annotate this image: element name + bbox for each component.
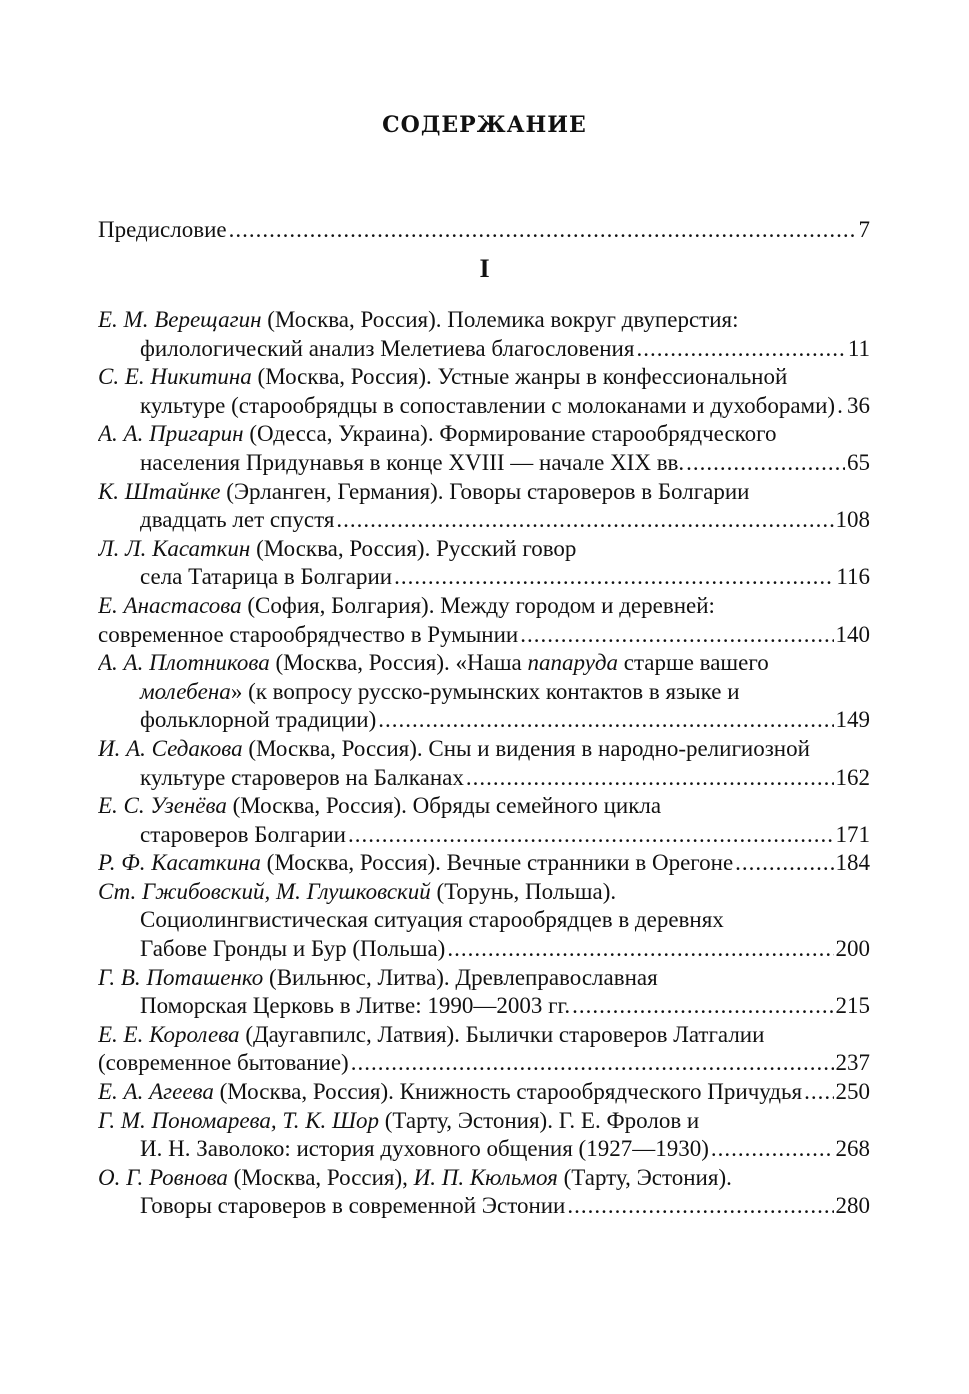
- entry-text: (София, Болгария). Между городом и деревней:: [241, 592, 715, 618]
- entry-page: 200: [835, 936, 870, 962]
- entry-emphasis: И. П. Кюльмоя: [413, 1164, 558, 1190]
- entry-line-first: [98, 420, 870, 449]
- entry-text: старше вашего: [618, 650, 769, 676]
- entry-line-last: [98, 1135, 870, 1164]
- dot-leader: [351, 1049, 834, 1078]
- toc-entry: [98, 849, 870, 878]
- entry-text: (Тарту, Эстония). Г. Е. Фролов и: [378, 1107, 700, 1133]
- entry-line-last: [98, 392, 870, 421]
- entry-author: Г. М. Пономарева, Т. К. Шор: [98, 1107, 379, 1133]
- entry-emphasis: папаруда: [527, 650, 618, 676]
- entry-text: филологический анализ Мелетиева благословения: [140, 335, 635, 361]
- entry-line-last: [98, 449, 870, 478]
- entry-page: 36: [847, 392, 870, 418]
- entry-text: (Москва, Россия). Русский говор: [250, 535, 577, 561]
- dot-leader: [711, 1135, 834, 1164]
- toc-list: [98, 306, 870, 1221]
- entry-author: С. Е. Никитина: [98, 364, 252, 390]
- entry-page: 215: [835, 993, 870, 1019]
- dot-leader: [735, 849, 833, 878]
- entry-text: (Эрланген, Германия). Говоры староверов в Болгарии: [220, 478, 750, 504]
- dot-leader: [394, 563, 834, 592]
- entry-page: 268: [835, 1136, 870, 1162]
- entry-line-first: [98, 1164, 870, 1193]
- entry-line-last: [98, 1192, 870, 1221]
- page-title: СОДЕРЖАНИЕ: [382, 112, 587, 138]
- preface-page: 7: [858, 217, 870, 242]
- entry-line-first: [98, 1107, 870, 1136]
- toc-entry: [98, 306, 870, 363]
- entry-line-middle: [98, 906, 870, 935]
- preface-line: [98, 216, 870, 245]
- dot-leader: [466, 764, 834, 793]
- entry-author: А. А. Плотникова: [98, 650, 270, 676]
- entry-line-first: [98, 964, 870, 993]
- entry-text: двадцать лет спустя: [140, 507, 335, 533]
- entry-emphasis: молебена: [140, 678, 231, 704]
- entry-text: (Торунь, Польша).: [430, 878, 617, 904]
- entry-text: фольклорной традиции): [140, 707, 377, 733]
- entry-line-first: [98, 306, 870, 335]
- entry-text: (Москва, Россия). Вечные странники в Орегоне: [260, 850, 734, 876]
- entry-line-last: [98, 935, 870, 964]
- entry-line-first: [98, 1078, 870, 1107]
- entry-line-first: [98, 1021, 870, 1050]
- entry-text: И. Н. Заволоко: история духовного общения (1927—1930): [140, 1136, 709, 1162]
- entry-page: 11: [847, 335, 870, 361]
- entry-line-last: [98, 621, 870, 650]
- toc-entry: [98, 735, 870, 792]
- toc-entry: [98, 649, 870, 735]
- entry-text: староверов Болгарии: [140, 821, 346, 847]
- entry-author: Е. Анастасова: [98, 592, 242, 618]
- entry-text: современное старообрядчество в Румынии: [98, 621, 519, 647]
- entry-line-last: [98, 506, 870, 535]
- entry-heading: [98, 1078, 802, 1107]
- entry-line-last: [98, 992, 870, 1021]
- entry-author: Ст. Гжибовский, М. Глушковский: [98, 878, 431, 904]
- entry-author: Г. В. Поташенко: [98, 964, 264, 990]
- entry-text: культуре (старообрядцы в сопоставлении с молоканами и духоборами): [140, 392, 836, 418]
- dot-leader: [837, 392, 845, 421]
- entry-author: Е. С. Узенёва: [98, 793, 227, 819]
- entry-text: (Москва, Россия). Полемика вокруг двуперстия:: [261, 307, 739, 332]
- section-number: I: [479, 254, 490, 283]
- dot-leader: [804, 1078, 833, 1107]
- entry-line-first: [98, 649, 870, 678]
- entry-author: А. А. Пригарин: [98, 421, 244, 447]
- toc-entry: [98, 535, 870, 592]
- entry-text: населения Придунавья в конце XVIII — начале XIX вв.: [140, 449, 685, 475]
- entry-text: (Москва, Россия),: [227, 1164, 414, 1190]
- toc-entry: [98, 792, 870, 849]
- entry-line-first: [98, 792, 870, 821]
- entry-text: культуре староверов на Балканах: [140, 764, 464, 790]
- toc-entry: [98, 878, 870, 964]
- entry-page: 184: [835, 850, 870, 876]
- entry-line-last: [98, 764, 870, 793]
- entry-author: Е. М. Верещагин: [98, 307, 262, 332]
- entry-line-first: [98, 478, 870, 507]
- entry-text: (Одесса, Украина). Формирование старообрядческого: [243, 421, 777, 447]
- dot-leader: [336, 506, 833, 535]
- entry-text: Габове Гронды и Бур (Польша): [140, 936, 446, 962]
- entry-line-first: [98, 849, 870, 878]
- entry-line-first: [98, 878, 870, 907]
- entry-line-last: [98, 335, 870, 364]
- entry-page: 140: [835, 621, 870, 647]
- entry-text: (Вильнюс, Литва). Древлеправославная: [263, 964, 658, 990]
- entry-line-last: [98, 1049, 870, 1078]
- entry-line-first: [98, 535, 870, 564]
- entry-text: (Москва, Россия). Обряды семейного цикла: [226, 793, 662, 819]
- entry-page: 65: [847, 449, 870, 475]
- dot-leader: [567, 1192, 833, 1221]
- entry-page: 280: [835, 1193, 870, 1219]
- toc-entry: [98, 420, 870, 477]
- dot-leader: [636, 335, 845, 364]
- entry-text: (Тарту, Эстония).: [557, 1164, 732, 1190]
- entry-text: Говоры староверов в современной Эстонии: [140, 1193, 566, 1219]
- entry-page: 162: [835, 764, 870, 790]
- entry-author: Р. Ф. Касаткина: [98, 850, 261, 876]
- dot-leader: [348, 821, 834, 850]
- entry-line-middle: [98, 678, 870, 707]
- toc-entry: [98, 1078, 870, 1107]
- entry-author: О. Г. Ровнова: [98, 1164, 228, 1190]
- entry-text: (современное бытование): [98, 1050, 349, 1076]
- dot-leader: [378, 706, 833, 735]
- entry-heading: [98, 849, 733, 878]
- toc-entry: [98, 592, 870, 649]
- entry-author: Е. Е. Королева: [98, 1021, 240, 1047]
- entry-page: 116: [836, 564, 870, 590]
- entry-text: села Татарица в Болгарии: [140, 564, 393, 590]
- preface-entry: [98, 216, 870, 245]
- entry-author: Л. Л. Касаткин: [98, 535, 251, 561]
- entry-text: » (к вопросу русско-румынских контактов в языке и: [230, 678, 740, 704]
- entry-page: 108: [835, 507, 870, 533]
- toc-entry: [98, 1021, 870, 1078]
- entry-page: 149: [835, 707, 870, 733]
- entry-text: (Москва, Россия). Устные жанры в конфессиональной: [251, 364, 788, 390]
- entry-text: (Москва, Россия). Книжность старообрядческого Причудья: [213, 1079, 803, 1105]
- dot-leader: [572, 992, 833, 1021]
- entry-line-first: [98, 363, 870, 392]
- dot-leader: [229, 216, 857, 245]
- entry-text: (Москва, Россия). «Наша: [269, 650, 528, 676]
- entry-text: Социолингвистическая ситуация старообрядцев в деревнях: [140, 907, 724, 933]
- toc-entry: [98, 964, 870, 1021]
- entry-text: Поморская Церковь в Литве: 1990—2003 гг.: [140, 993, 571, 1019]
- toc-entry: [98, 478, 870, 535]
- entry-text: (Даугавпилс, Латвия). Былички староверов Латгалии: [239, 1021, 765, 1047]
- dot-leader: [447, 935, 833, 964]
- entry-line-first: [98, 592, 870, 621]
- dot-leader: [520, 621, 833, 650]
- toc-entry: [98, 1107, 870, 1164]
- entry-author: Е. А. Агеева: [98, 1079, 214, 1105]
- entry-line-last: [98, 821, 870, 850]
- entry-text: (Москва, Россия). Сны и видения в народно-религиозной: [242, 735, 810, 761]
- entry-author: К. Штайнке: [98, 478, 221, 504]
- entry-line-last: [98, 563, 870, 592]
- toc-entry: [98, 363, 870, 420]
- entry-line-first: [98, 735, 870, 764]
- dot-leader: [686, 449, 845, 478]
- entry-page: 237: [835, 1050, 870, 1076]
- entry-line-last: [98, 706, 870, 735]
- toc-entry: [98, 1164, 870, 1221]
- entry-author: И. А. Седакова: [98, 735, 243, 761]
- preface-title: Предисловие: [98, 217, 227, 242]
- entry-page: 250: [835, 1079, 870, 1105]
- entry-page: 171: [835, 821, 870, 847]
